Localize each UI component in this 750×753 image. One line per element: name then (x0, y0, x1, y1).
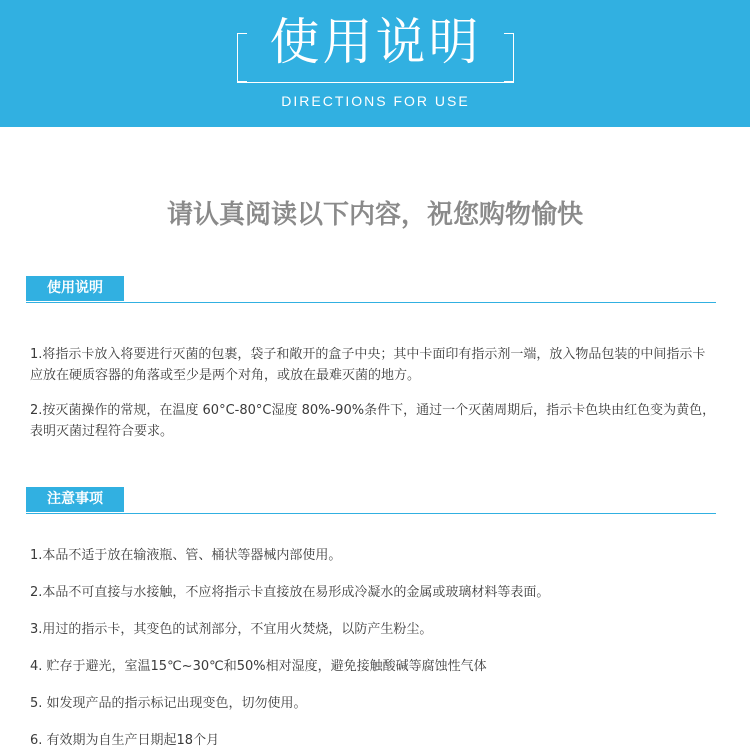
usage-section-label: 使用说明 (26, 276, 124, 301)
note-item-4: 4. 贮存于避光，室温15℃~30℃和50%相对湿度，避免接触酸碱等腐蚀性气体 (30, 659, 487, 674)
note-item-6: 6. 有效期为自生产日期起18个月 (30, 733, 220, 748)
usage-section-header (26, 276, 716, 303)
note-item-3: 3.用过的指示卡，其变色的试剂部分，不宜用火焚烧，以防产生粉尘。 (30, 622, 433, 637)
notes-section-label: 注意事项 (26, 487, 124, 512)
usage-paragraph-2: 2.按灭菌操作的常规，在温度 60°C-80°C湿度 80%-90%条件下，通过一个灭菌周期后，指示卡色块由红色变为黄色，表明灭菌过程符合要求。 (30, 403, 716, 439)
header-banner (0, 0, 750, 127)
usage-paragraph-1: 1.将指示卡放入将要进行灭菌的包裹，袋子和敞开的盒子中央；其中卡面印有指示剂一端，放入物品包装的中间指示卡应放在硬质容器的角落或至少是两个对角，或放在最难灭菌的地方。 (30, 347, 706, 383)
note-item-2: 2.本品不可直接与水接触，不应将指示卡直接放在易形成冷凝水的金属或玻璃材料等表面。 (30, 585, 550, 600)
intro-text: 请认真阅读以下内容，祝您购物愉快 (166, 200, 583, 230)
notes-section-header (26, 487, 716, 514)
frame-bottom-line (237, 82, 514, 83)
banner-title: 使用说明 (269, 13, 482, 71)
note-item-5: 5. 如发现产品的指示标记出现变色，切勿使用。 (30, 696, 307, 711)
banner-subtitle: DIRECTIONS FOR USE (281, 93, 470, 109)
note-item-1: 1.本品不适于放在输液瓶、管、桶状等器械内部使用。 (30, 548, 342, 563)
